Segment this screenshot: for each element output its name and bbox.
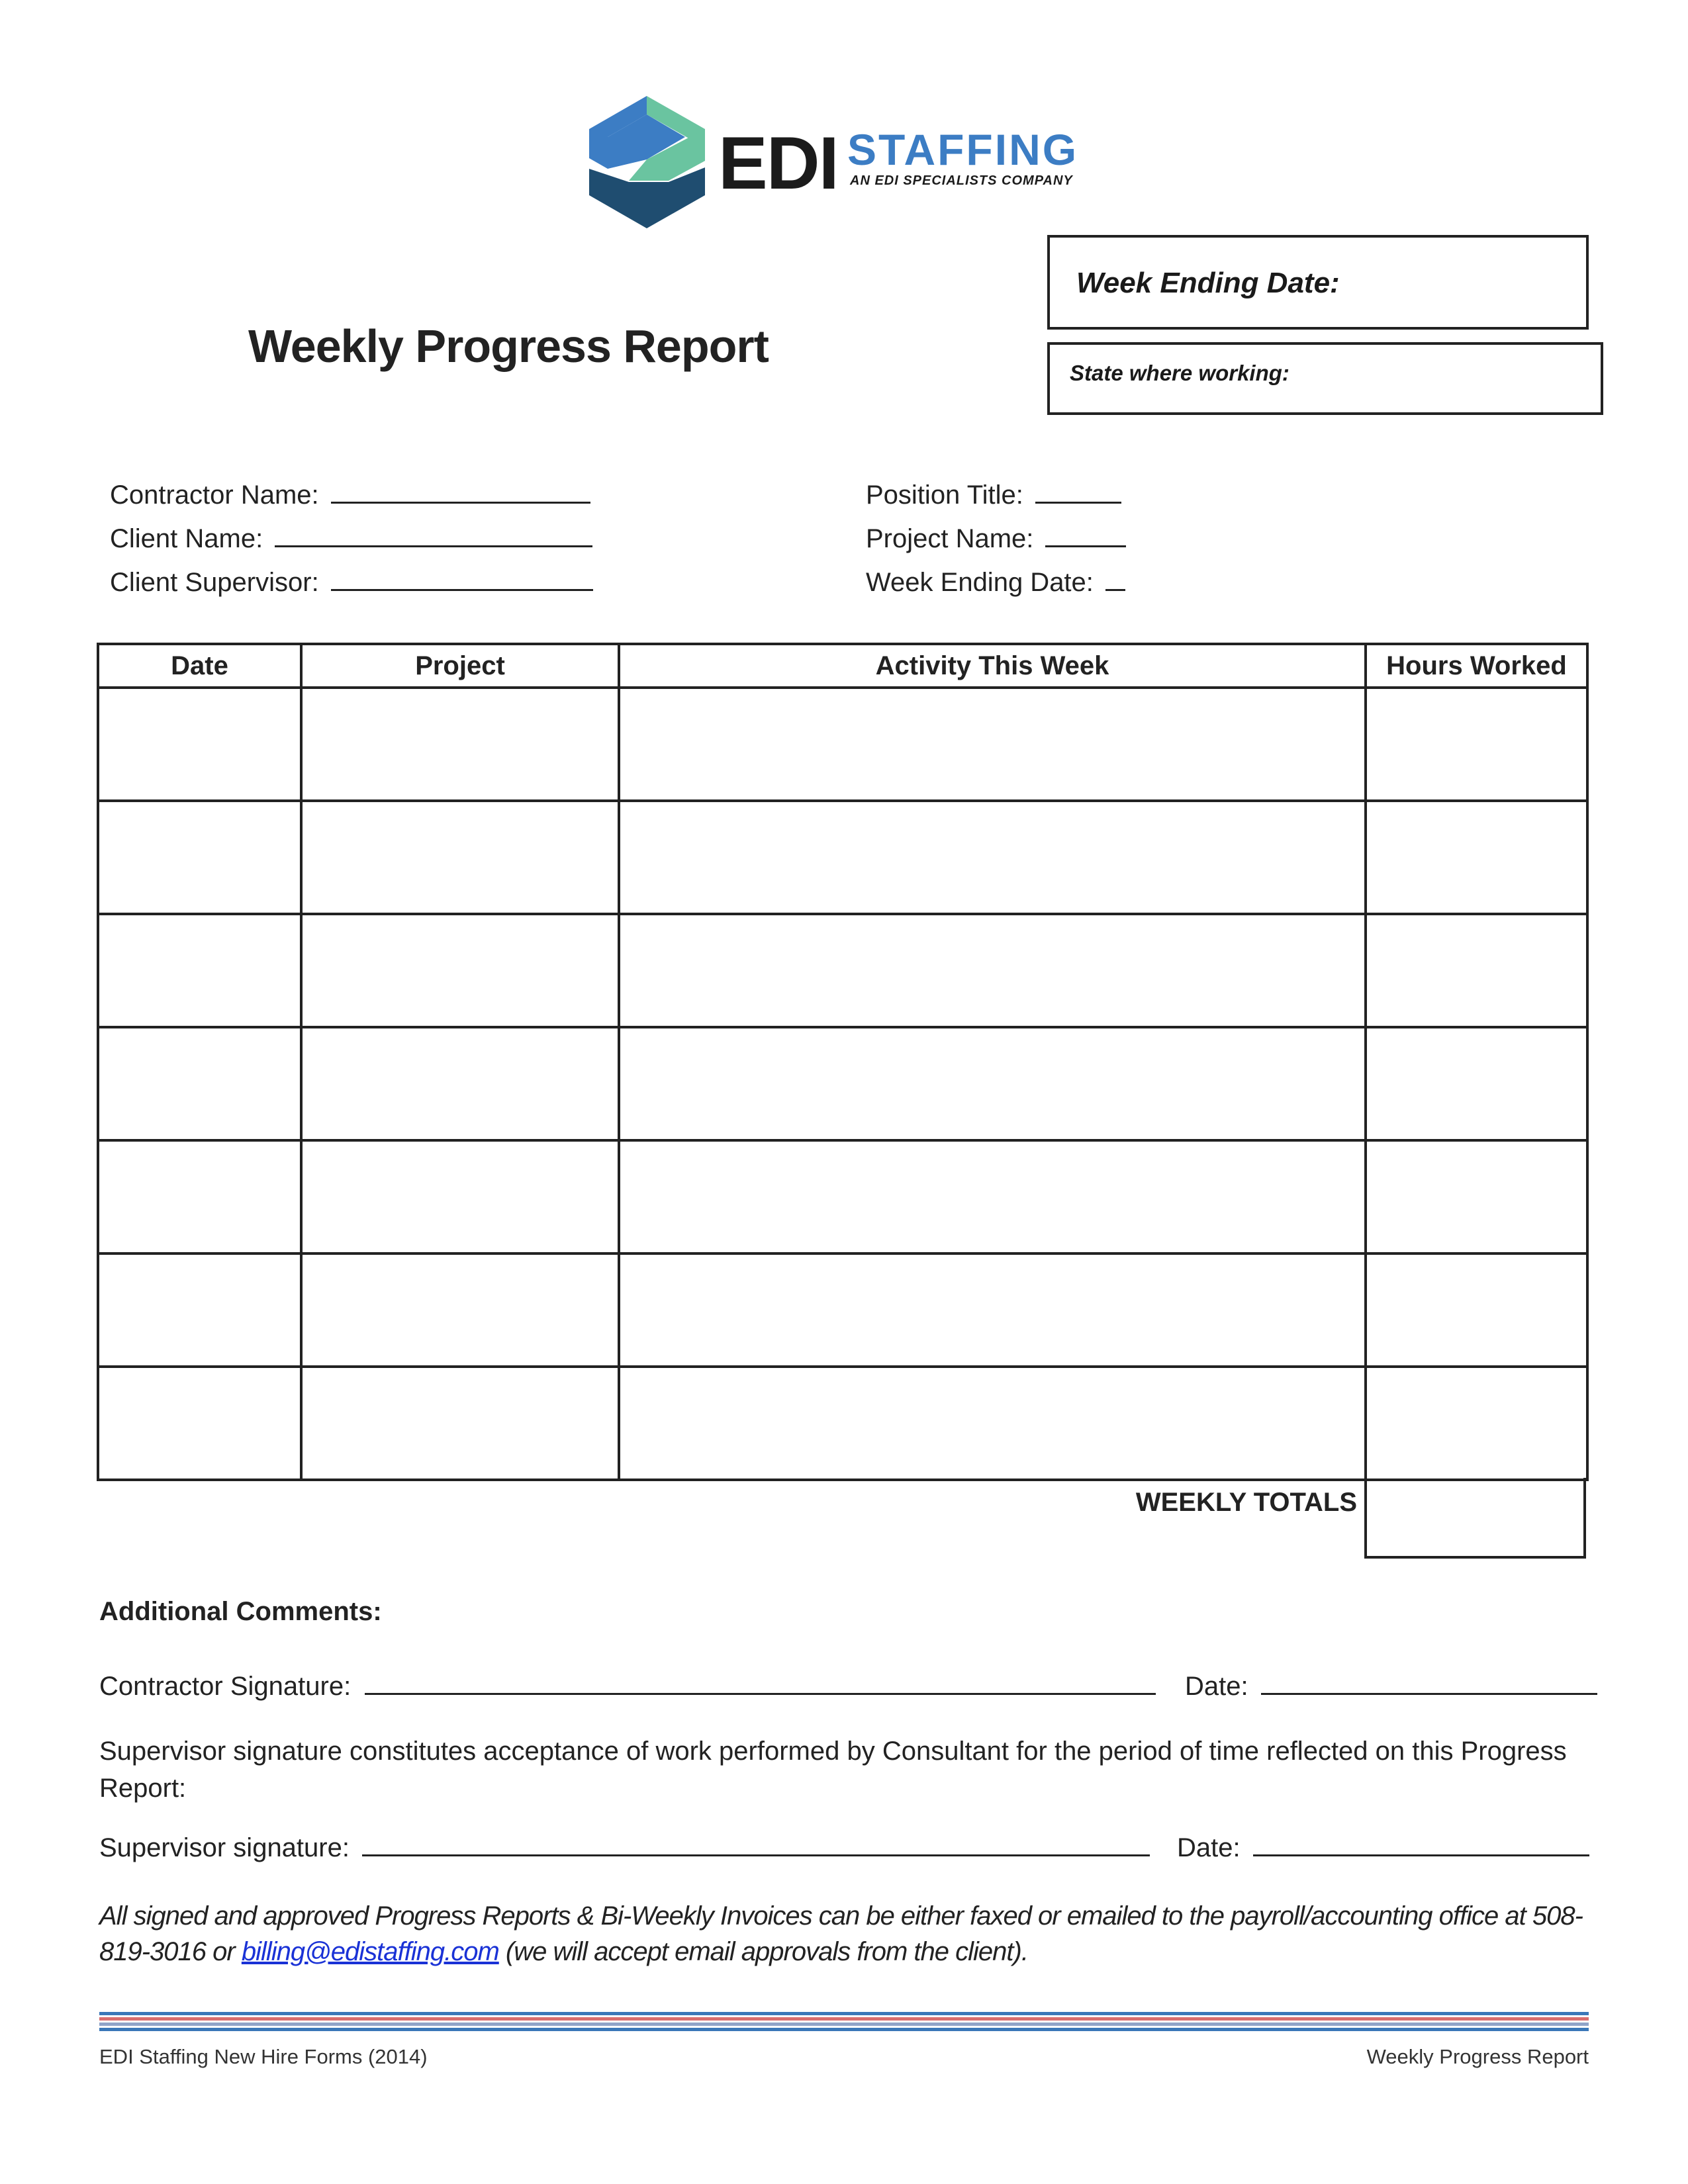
footer-stripe	[99, 2017, 1589, 2021]
table-row	[98, 801, 1587, 914]
table-header-row	[98, 644, 1587, 688]
state-working-label: State where working:	[1070, 361, 1289, 385]
contractor-signature-line[interactable]	[365, 1666, 1156, 1695]
contractor-date-line[interactable]	[1261, 1666, 1597, 1695]
week-ending-date-label: Week Ending Date:	[866, 568, 1094, 597]
date-cell[interactable]	[98, 1140, 301, 1253]
project-cell[interactable]	[301, 1140, 619, 1253]
client-supervisor-line[interactable]	[331, 564, 593, 591]
contractor-name-label: Contractor Name:	[110, 480, 319, 510]
week-ending-date-field[interactable]	[866, 564, 1125, 599]
footer-left-text: EDI Staffing New Hire Forms (2014)	[99, 2045, 428, 2068]
date-cell[interactable]	[98, 801, 301, 914]
project-cell[interactable]	[301, 914, 619, 1027]
supervisor-signature-line[interactable]	[362, 1828, 1150, 1856]
project-cell[interactable]	[301, 688, 619, 801]
project-cell[interactable]	[301, 801, 619, 914]
supervisor-date-label: Date:	[1177, 1833, 1241, 1862]
footer-stripes	[99, 2012, 1589, 2036]
project-name-label: Project Name:	[866, 524, 1034, 553]
col-header-activity: Activity This Week	[619, 644, 1366, 688]
week-ending-box[interactable]	[1047, 235, 1589, 330]
supervisor-date-field[interactable]	[1177, 1828, 1589, 1863]
footer-right-text: Weekly Progress Report	[1366, 2045, 1589, 2068]
acceptance-statement: Supervisor signature constitutes acceptance of work performed by Consultant for the period of time reflected on this Progress Report:	[99, 1737, 1567, 1803]
supervisor-signature-field[interactable]	[99, 1828, 1150, 1863]
notice-text: All signed and approved Progress Reports & Bi-Weekly Invoices can be either faxed or emailed to the payroll/accounting office at 508-819-3016 or	[99, 1901, 1583, 1966]
state-working-box[interactable]	[1047, 342, 1603, 415]
table-row	[98, 688, 1587, 801]
footer-stripe	[99, 2012, 1589, 2015]
activity-cell[interactable]	[619, 914, 1366, 1027]
company-logo	[589, 96, 1079, 228]
contractor-date-field[interactable]	[1185, 1666, 1597, 1702]
client-name-field[interactable]	[110, 520, 592, 555]
hours-cell[interactable]	[1366, 914, 1587, 1027]
client-supervisor-field[interactable]	[110, 564, 593, 599]
brand-edi-text: EDI	[718, 122, 838, 205]
table-row	[98, 1027, 1587, 1140]
notice-text-end: (we will accept email approvals from the client).	[498, 1937, 1028, 1966]
contractor-signature-field[interactable]	[99, 1666, 1156, 1702]
project-cell[interactable]	[301, 1253, 619, 1367]
activity-cell[interactable]	[619, 1367, 1366, 1480]
weekly-totals-label: WEEKLY TOTALS	[1135, 1488, 1357, 1517]
position-title-label: Position Title:	[866, 480, 1023, 510]
contractor-name-line[interactable]	[331, 477, 590, 504]
billing-email-link[interactable]: billing@edistaffing.com	[241, 1937, 499, 1966]
hours-cell[interactable]	[1366, 1253, 1587, 1367]
col-header-project: Project	[301, 644, 619, 688]
date-cell[interactable]	[98, 914, 301, 1027]
additional-comments-label: Additional Comments:	[99, 1597, 382, 1626]
date-cell[interactable]	[98, 688, 301, 801]
position-title-line[interactable]	[1035, 477, 1121, 504]
project-cell[interactable]	[301, 1367, 619, 1480]
week-ending-box-label: Week Ending Date:	[1076, 267, 1340, 299]
client-name-line[interactable]	[275, 520, 592, 547]
activity-table	[97, 643, 1589, 1481]
footer-stripe	[99, 2028, 1589, 2031]
activity-cell[interactable]	[619, 801, 1366, 914]
brand-staffing-text: STAFFING	[847, 125, 1079, 174]
activity-cell[interactable]	[619, 1027, 1366, 1140]
week-ending-date-line[interactable]	[1105, 564, 1125, 591]
supervisor-signature-label: Supervisor signature:	[99, 1833, 350, 1862]
footer-stripe	[99, 2023, 1589, 2026]
hours-cell[interactable]	[1366, 1027, 1587, 1140]
project-cell[interactable]	[301, 1027, 619, 1140]
date-cell[interactable]	[98, 1253, 301, 1367]
table-row	[98, 1140, 1587, 1253]
date-cell[interactable]	[98, 1027, 301, 1140]
weekly-totals-cell[interactable]	[1364, 1478, 1586, 1559]
table-row	[98, 1253, 1587, 1367]
brand-tagline: AN EDI SPECIALISTS COMPANY	[850, 173, 1073, 188]
table-row	[98, 914, 1587, 1027]
supervisor-date-line[interactable]	[1253, 1828, 1589, 1856]
page-title: Weekly Progress Report	[248, 320, 769, 372]
client-supervisor-label: Client Supervisor:	[110, 568, 319, 597]
date-cell[interactable]	[98, 1367, 301, 1480]
client-name-label: Client Name:	[110, 524, 263, 553]
hours-cell[interactable]	[1366, 688, 1587, 801]
col-header-date: Date	[98, 644, 301, 688]
activity-cell[interactable]	[619, 688, 1366, 801]
project-name-line[interactable]	[1045, 520, 1126, 547]
hours-cell[interactable]	[1366, 1367, 1587, 1480]
contractor-date-label: Date:	[1185, 1672, 1248, 1701]
position-title-field[interactable]	[866, 477, 1121, 512]
hours-cell[interactable]	[1366, 1140, 1587, 1253]
col-header-hours: Hours Worked	[1366, 644, 1587, 688]
contractor-name-field[interactable]	[110, 477, 590, 512]
hours-cell[interactable]	[1366, 801, 1587, 914]
edi-hexagon-logo-icon	[589, 96, 705, 228]
project-name-field[interactable]	[866, 520, 1126, 555]
contractor-signature-label: Contractor Signature:	[99, 1672, 352, 1701]
activity-cell[interactable]	[619, 1140, 1366, 1253]
activity-cell[interactable]	[619, 1253, 1366, 1367]
table-row	[98, 1367, 1587, 1480]
submission-notice	[99, 1898, 1609, 1970]
